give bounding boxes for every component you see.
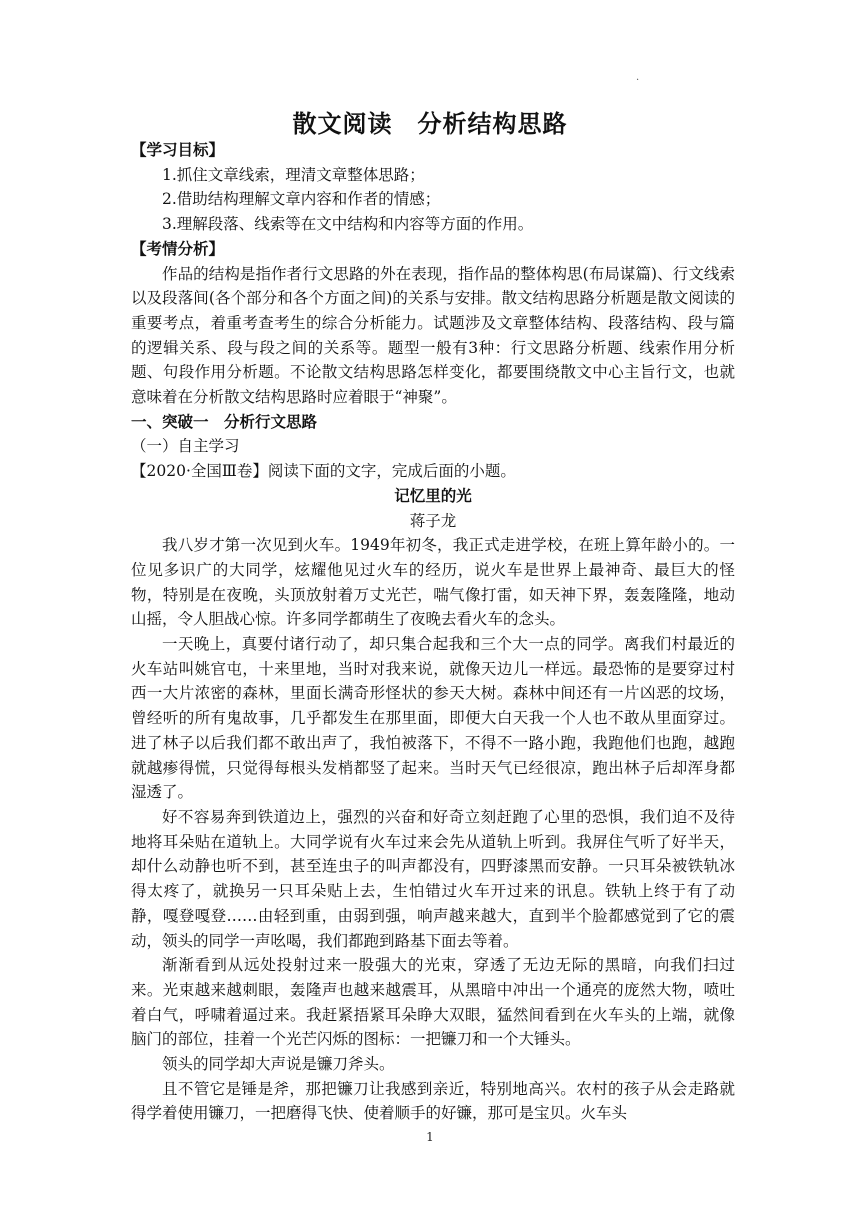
article-author: 蒋子龙 <box>409 511 457 530</box>
analysis-paragraph: 作品的结构是指作者行文思路的外在表现，指作品的整体构思(布局谋篇)、行文线索以及段落间(各个部分和各个方面之间)的关系与安排。散文结构思路分析题是散文阅读的重要考点，着重考查考生的综合分析能力。试题涉及文章整体结构、段落结构、段与篇的逻辑关系、段与段之间的关系等。题型一般有3种：行文思路分析题、线索作用分析题、句段作用分析题。不论散文结构思路怎样变化，都要围绕散文中心主旨行文，也就意味着在分析散文结构思路时应着眼于“神聚”。 <box>131 264 735 407</box>
exam-source: 【2020·全国Ⅲ卷】阅读下面的文字，完成后面的小题。 <box>131 462 516 481</box>
goal-item-2: 2.借助结构理解文章内容和作者的情感； <box>162 190 441 209</box>
page-number: 1 <box>426 1130 434 1144</box>
goal-item-3: 3.理解段落、线索等在文中结构和内容等方面的作用。 <box>162 215 534 234</box>
goal-item-1: 1.抓住文章线索，理清文章整体思路； <box>162 165 425 184</box>
article-title: 记忆里的光 <box>394 486 472 505</box>
article-paragraph: 领头的同学却大声说是镰刀斧头。 <box>162 1055 395 1074</box>
header-mark: . <box>636 72 640 83</box>
article-paragraph: 好不容易奔到铁道边上，强烈的兴奋和好奇立刻赶跑了心里的恐惧，我们迫不及待地将耳朵贴在道轨上。大同学说有火车过来会先从道轨上听到。我屏住气听了好半天，却什么动静也听不到，甚至连虫子的叫声都没有，四野漆黑而安静。一只耳朵被铁轨冰得太疼了，就换另一只耳朵贴上去，生怕错过火车开过来的讯息。铁轨上终于有了动静，嘎登嘎登……由轻到重，由弱到强，响声越来越大，直到半个脸都感觉到了它的震动，领头的同学一声吆喝，我们都跑到路基下面去等着。 <box>131 807 735 950</box>
analysis-heading: 【考情分析】 <box>131 239 225 258</box>
page-title: 散文阅读 分析结构思路 <box>292 110 568 138</box>
article-paragraph: 且不管它是锤是斧，那把镰刀让我感到亲近，特别地高兴。农村的孩子从会走路就得学着使用镰刀，一把磨得飞快、使着顺手的好镰，那可是宝贝。火车头 <box>131 1079 735 1123</box>
article-paragraph: 一天晚上，真要付诸行动了，却只集合起我和三个大一点的同学。离我们村最近的火车站叫姚官屯，十来里地，当时对我来说，就像天边儿一样远。最恐怖的是要穿过村西一大片浓密的森林，里面长满奇形怪状的参天大树。森林中间还有一片凶恶的坟场，曾经听的所有鬼故事，几乎都发生在那里面，即便大白天我一个人也不敢从里面穿过。进了林子以后我们都不敢出声了，我怕被落下，不得不一路小跑，我跑他们也跑，越跑就越瘆得慌，只觉得每根头发梢都竖了起来。当时天气已经很凉，跑出林子后却浑身都湿透了。 <box>131 635 735 802</box>
article-paragraph: 渐渐看到从远处投射过来一股强大的光束，穿透了无边无际的黑暗，向我们扫过来。光束越来越刺眼，轰隆声也越来越震耳，从黑暗中冲出一个通亮的庞然大物，喷吐着白气，呼啸着逼过来。我赶紧捂紧耳朵睁大双眼，猛然间看到在火车头的上端，就像脑门的部位，挂着一个光芒闪烁的图标：一把镰刀和一个大锤头。 <box>131 956 735 1049</box>
document-body <box>131 138 735 1126</box>
goals-heading: 【学习目标】 <box>131 141 225 159</box>
section-heading: 一、突破一 分析行文思路 <box>131 412 318 431</box>
article-paragraph: 我八岁才第一次见到火车。1949年初冬，我正式走进学校，在班上算年龄小的。一位见多识广的大同学，炫耀他见过火车的经历，说火车是世界上最神奇、最巨大的怪物，特别是在夜晚，头顶放射着万丈光芒，喘气像打雷，如天神下界，轰轰隆隆，地动山摇，令人胆战心惊。许多同学都萌生了夜晚去看火车的念头。 <box>131 536 735 629</box>
subsection-heading: （一）自主学习 <box>131 437 240 456</box>
